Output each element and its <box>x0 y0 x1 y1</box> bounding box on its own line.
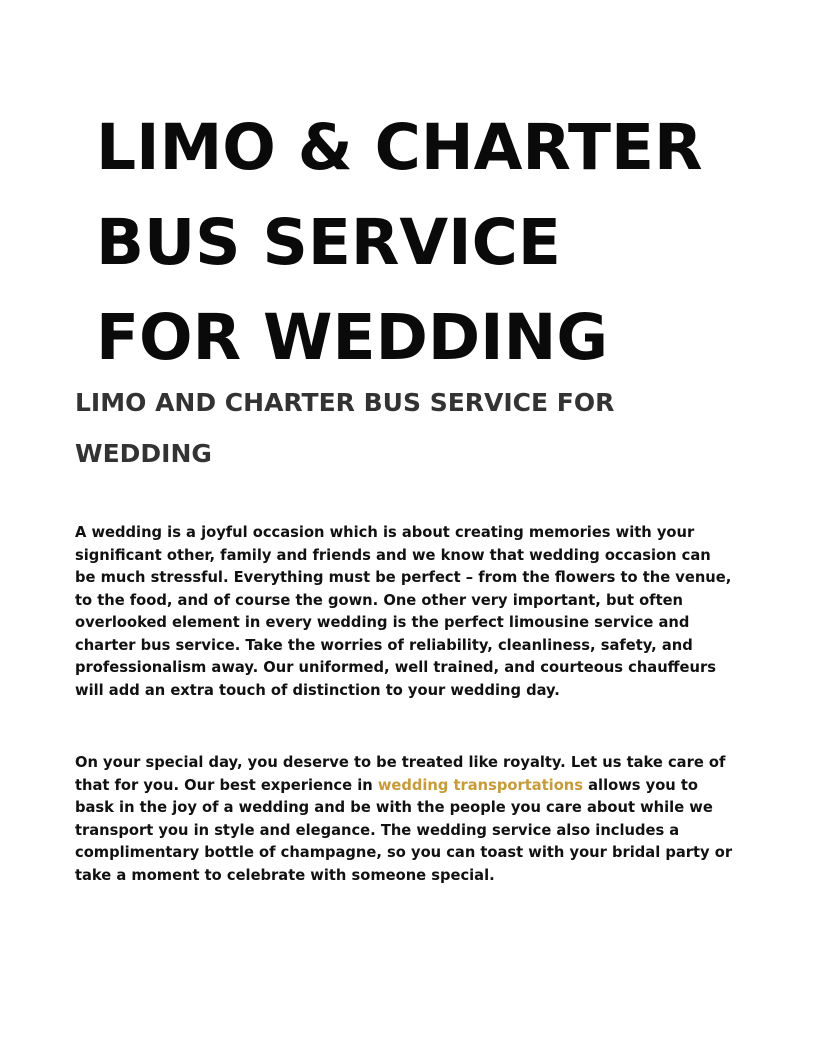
paragraph-line: be much stressful. Everything must be perfect – from the flowers to the venue, <box>75 569 732 586</box>
paragraph-line: charter bus service. Take the worries of reliability, cleanliness, safety, and <box>75 636 693 654</box>
section-heading <box>75 377 735 479</box>
page-title <box>96 100 776 385</box>
heading-line: WEDDING <box>75 439 212 468</box>
paragraph-line: significant other, family and friends and we know that wedding occasion can <box>75 546 711 564</box>
paragraph-line-with-link <box>75 775 745 798</box>
paragraph-line: will add an extra touch of distinction to your wedding day. <box>75 681 560 699</box>
paragraph-line: bask in the joy of a wedding and be with the people you care about while we <box>75 799 713 816</box>
paragraph-text: that for you. Our best experience in <box>75 776 378 794</box>
heading-line: LIMO AND CHARTER BUS SERVICE FOR <box>75 388 615 417</box>
paragraph-line: A wedding is a joyful occasion which is about creating memories with your <box>75 524 695 541</box>
paragraph-line: overlooked element in every wedding is the perfect limousine service and <box>75 614 690 631</box>
special-day-paragraph <box>75 752 745 887</box>
paragraph-line: complimentary bottle of champagne, so you can toast with your bridal party or <box>75 844 733 861</box>
title-line: FOR WEDDING <box>96 301 609 374</box>
title-line: LIMO & CHARTER <box>96 111 703 184</box>
paragraph-line: transport you in style and elegance. The wedding service also includes a <box>75 821 680 839</box>
intro-paragraph <box>75 522 745 702</box>
title-line: BUS SERVICE <box>96 206 561 279</box>
paragraph-line: professionalism away. Our uniformed, well trained, and courteous chauffeurs <box>75 659 716 676</box>
paragraph-line: take a moment to celebrate with someone special. <box>75 866 495 884</box>
wedding-transportations-link[interactable]: wedding transportations <box>377 776 584 794</box>
paragraph-text: allows you to <box>583 776 698 794</box>
paragraph-line: to the food, and of course the gown. One other very important, but often <box>75 591 684 609</box>
paragraph-line: On your special day, you deserve to be treated like royalty. Let us take care of <box>75 754 726 771</box>
